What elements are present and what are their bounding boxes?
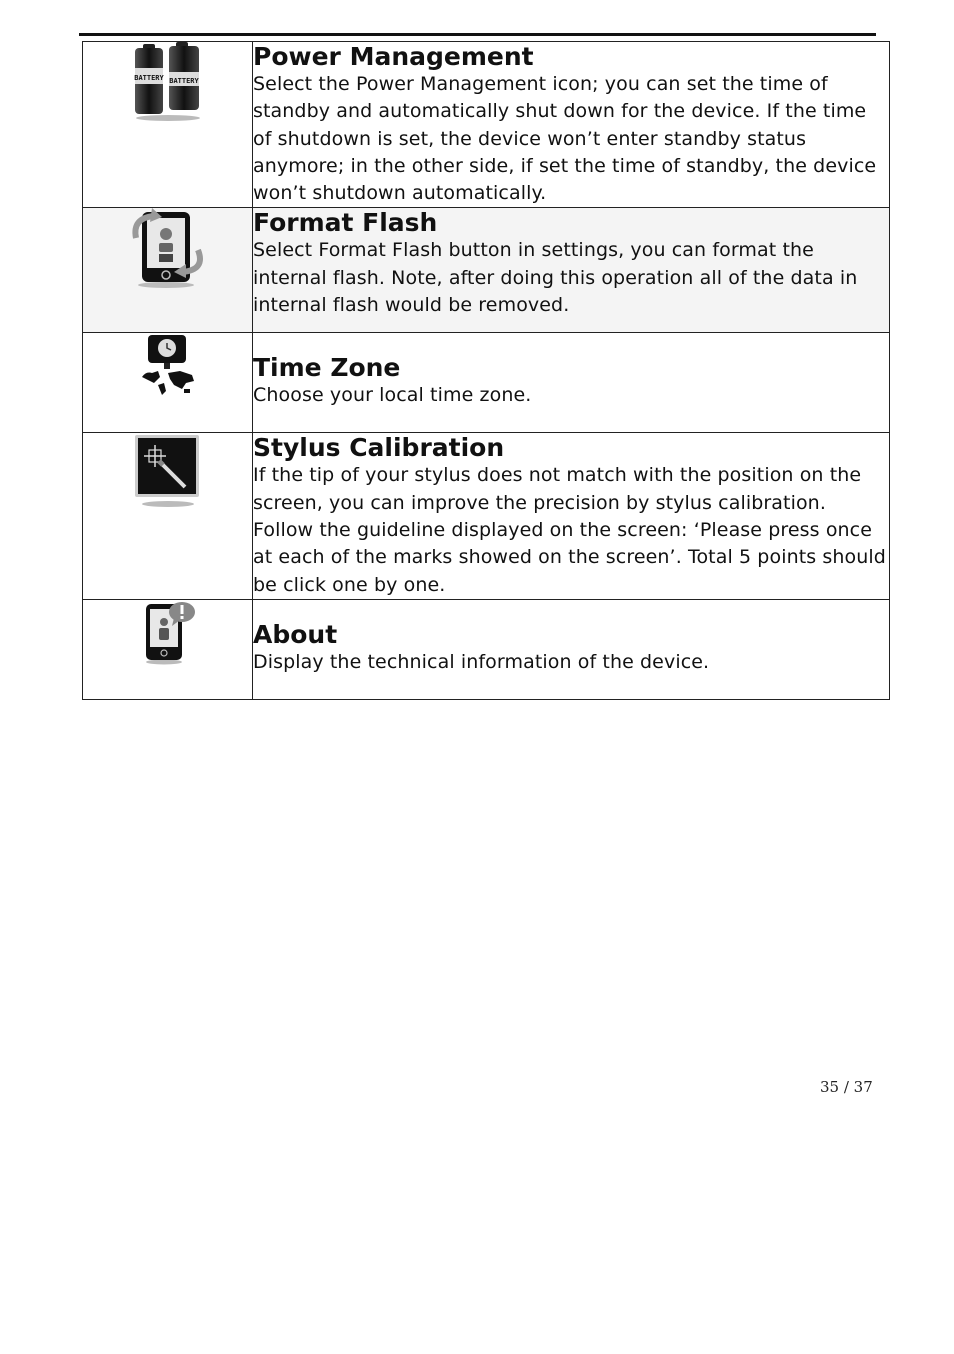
format-flash-icon <box>83 208 252 290</box>
row-description: Display the technical information of the device. <box>253 650 710 673</box>
row-description: Choose your local time zone. <box>253 384 532 407</box>
row-description: Select the Power Management icon; you can set the time of standby and automatically shut down for the device. If the time of shutdown is set, the device won’t enter standby status anymore; in the other side, if set the time of standby, the device won’t shutdown automatically. <box>253 73 877 205</box>
text-cell <box>253 208 890 333</box>
table-row <box>83 208 890 333</box>
table-row <box>83 599 890 699</box>
row-title: About <box>253 619 338 649</box>
about-device-icon <box>83 600 252 666</box>
world-clock-icon <box>83 333 252 397</box>
row-title: Power Management <box>253 42 534 71</box>
settings-table <box>82 41 890 700</box>
row-description: Select Format Flash button in settings, you can format the internal flash. Note, after doing this operation all of the data in internal flash would be removed. <box>253 239 858 317</box>
battery-label: BATTERY <box>133 74 164 82</box>
text-cell <box>253 433 890 599</box>
text-cell <box>253 42 890 208</box>
icon-cell <box>83 433 253 599</box>
battery-icon <box>83 42 252 124</box>
icon-cell <box>83 208 253 333</box>
row-description: If the tip of your stylus does not match with the position on the screen, you can improve the precision by stylus calibration. Follow the guideline displayed on the screen: ‘Please press once at each of the marks showed on the screen’. Total 5 points should be click one by one. <box>253 464 886 596</box>
text-cell <box>253 333 890 433</box>
stylus-calibration-icon <box>83 433 252 509</box>
table-row <box>83 433 890 599</box>
row-title: Stylus Calibration <box>253 433 505 463</box>
table-row <box>83 333 890 433</box>
top-rule <box>79 33 876 36</box>
icon-cell <box>83 42 253 208</box>
row-title: Time Zone <box>253 353 401 383</box>
icon-cell <box>83 333 253 433</box>
row-title: Format Flash <box>253 208 438 238</box>
page-number: 35 / 37 <box>820 1078 873 1096</box>
table-row <box>83 42 890 208</box>
icon-cell <box>83 599 253 699</box>
text-cell <box>253 599 890 699</box>
battery-label: BATTERY <box>168 77 199 85</box>
